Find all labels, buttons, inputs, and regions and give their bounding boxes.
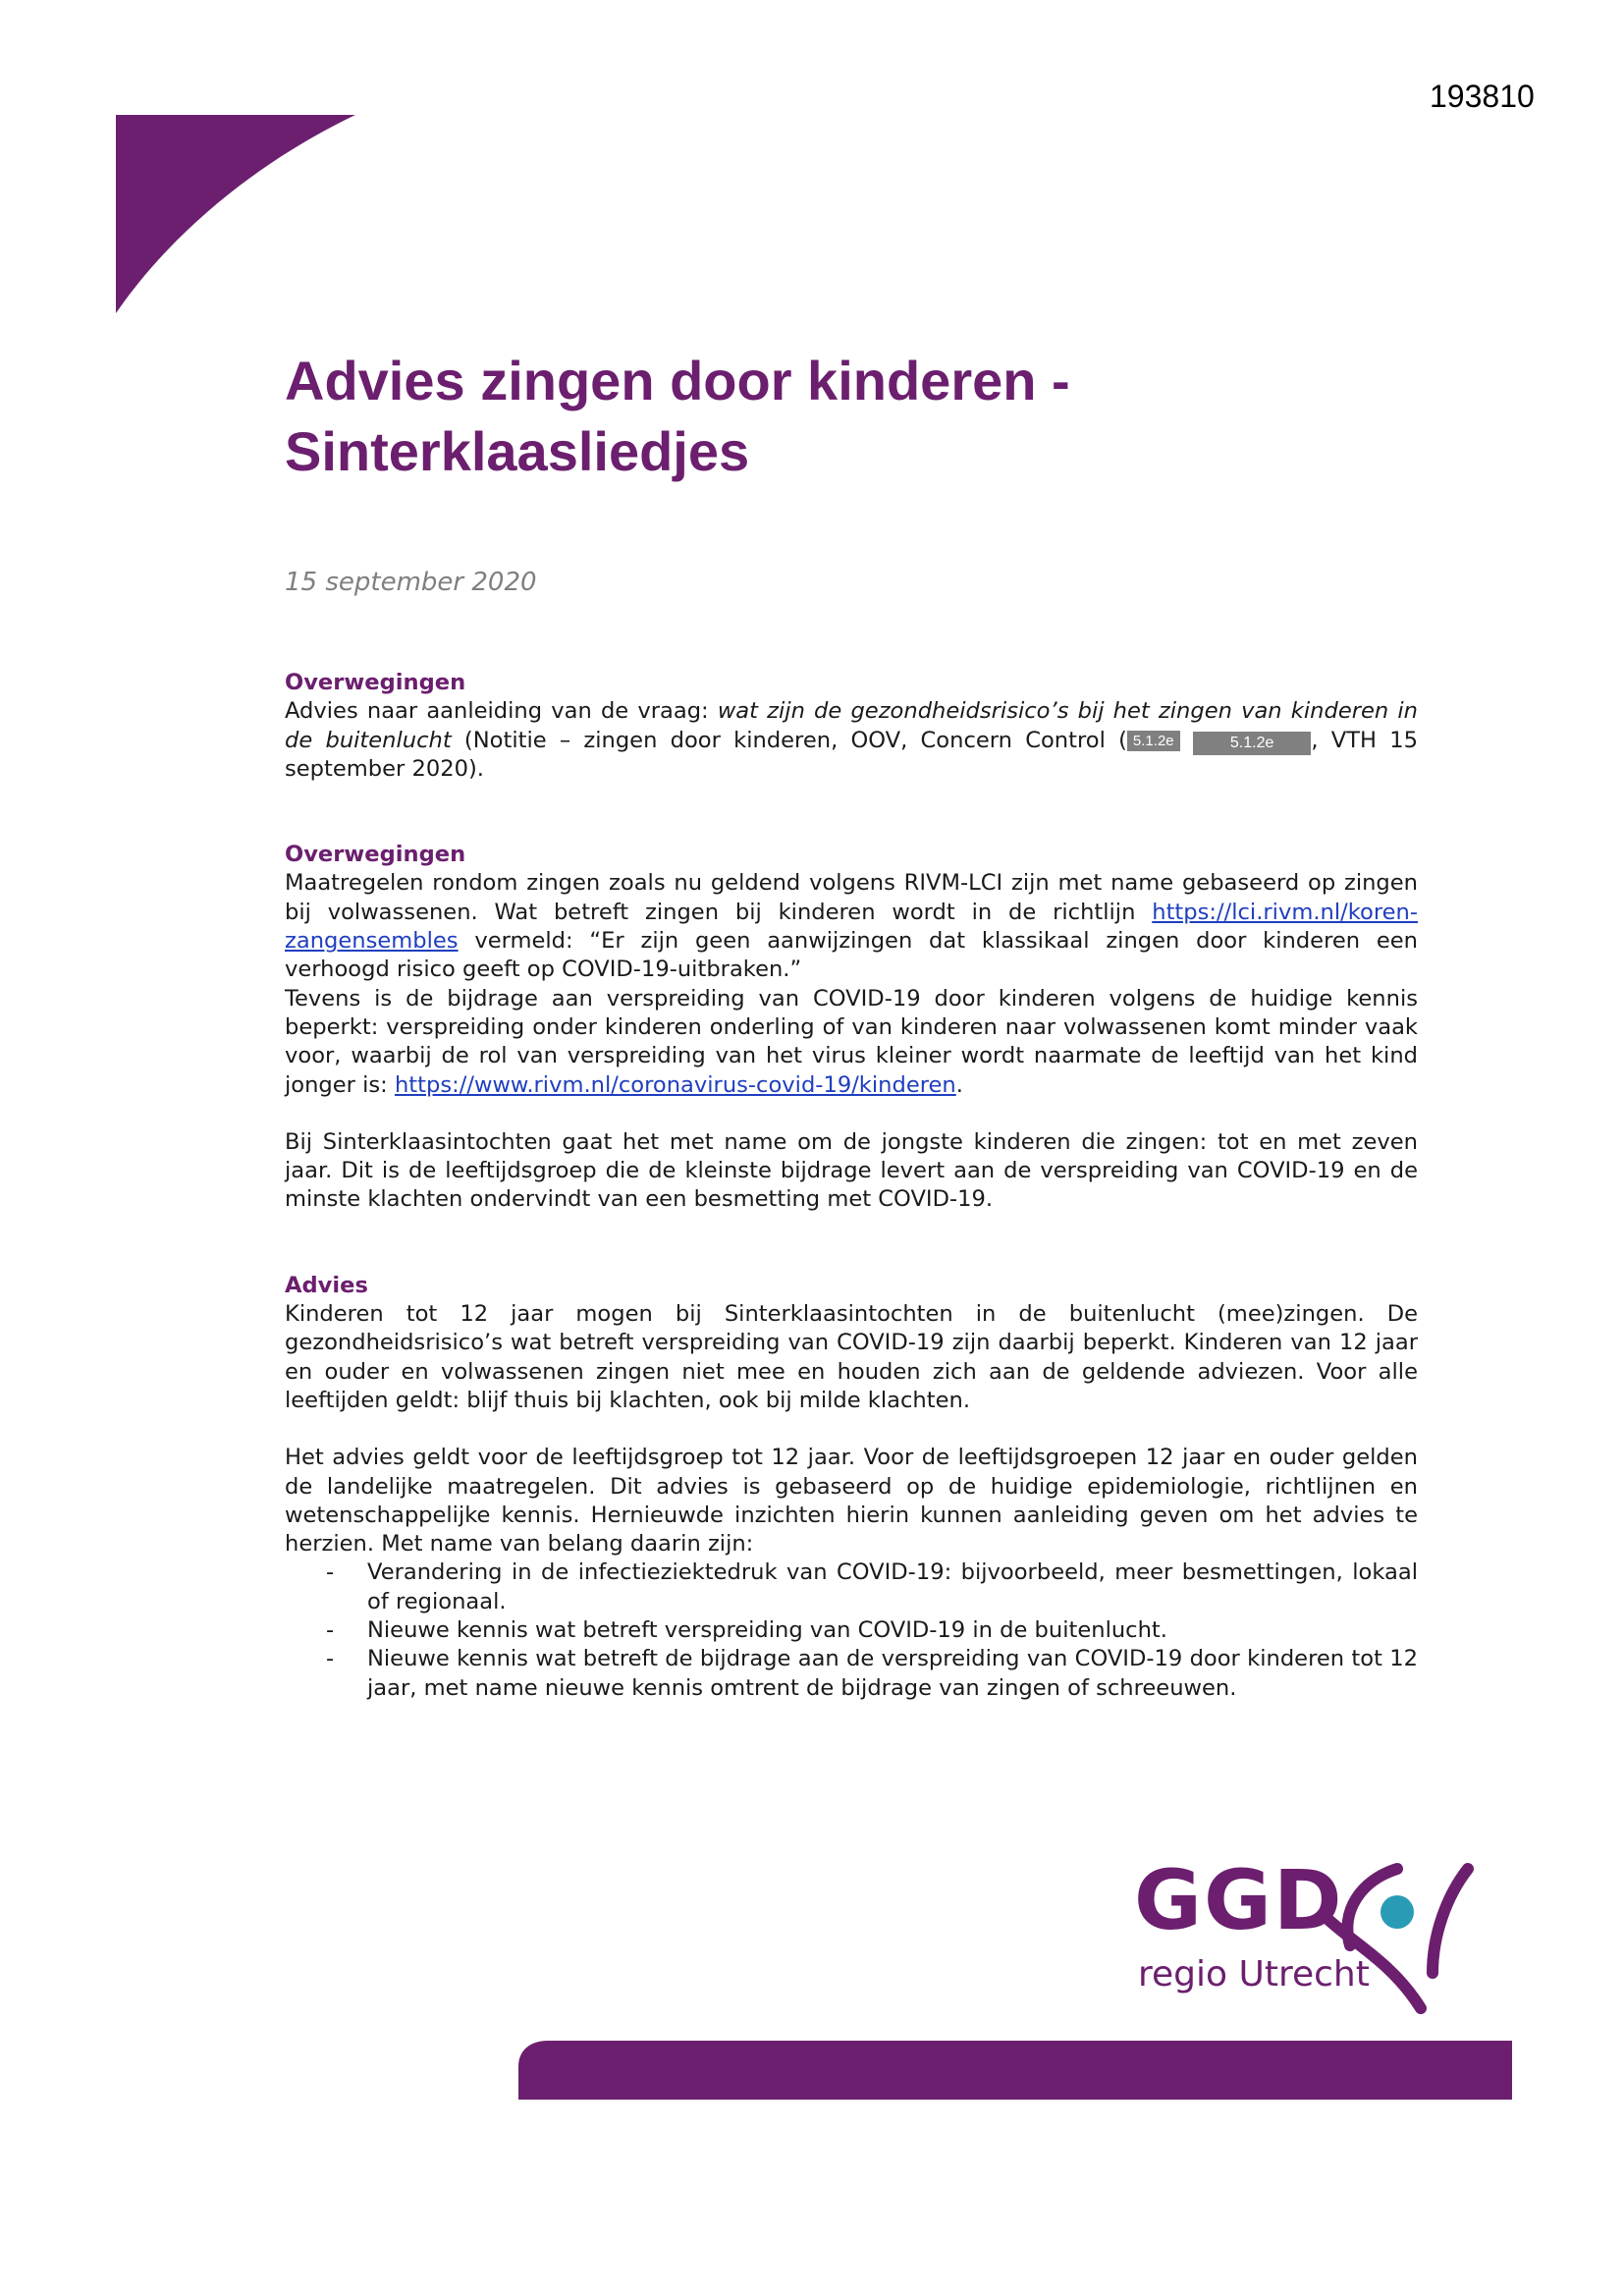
section-2-para-2-end: . xyxy=(955,1071,963,1098)
bullet-text: Nieuwe kennis wat betreft verspreiding van COVID-19 in de buitenlucht. xyxy=(367,1617,1167,1644)
section-1-text-after: (Notitie – zingen door kinderen, OOV, Concern Control ( xyxy=(451,727,1127,753)
title-line-1: Advies zingen door kinderen - xyxy=(285,350,1070,411)
section-heading-advies: Advies xyxy=(285,1272,368,1298)
page-number: 193810 xyxy=(1430,79,1535,114)
link-lci-koren-zangensembles[interactable]: https://lci.rivm.nl/koren-zangensembles xyxy=(285,899,1418,955)
section-2-para-2-start: Tevens is de bijdrage aan verspreiding van COVID-19 door kinderen volgens de huidige kennis beperkt: verspreiding onder kinderen onderling of van kinderen naar volwassenen komt minder vaak voor, waarbij de rol van verspreiding van het virus kleiner wordt naarmate de leeftijd van het kind jonger is: xyxy=(285,985,1418,1098)
section-2-paragraph-2 xyxy=(285,985,1418,1100)
corner-decoration xyxy=(116,115,355,313)
bullet-text: Nieuwe kennis wat betreft de bijdrage aan de verspreiding van COVID-19 door kinderen tot 12 jaar, met name nieuwe kennis omtrent de bijdrage van zingen of schreeuwen. xyxy=(367,1646,1418,1701)
section-heading-overwegingen-1: Overwegingen xyxy=(285,670,466,695)
document-body xyxy=(285,669,1418,1703)
section-2-para-1-end: vermeld: “Er zijn geen aanwijzingen dat klassikaal zingen door kinderen een verhoogd risico geeft op COVID-19-uitbraken.” xyxy=(285,928,1418,983)
list-item xyxy=(285,1616,1418,1645)
logo-figure-icon xyxy=(1321,1851,1478,2018)
advice-bullet-list xyxy=(285,1558,1418,1702)
link-rivm-coronavirus-kinderen[interactable]: https://www.rivm.nl/coronavirus-covid-19/kinderen xyxy=(394,1071,956,1098)
section-2-paragraph-3: Bij Sinterklaasintochten gaat het met name om de jongste kinderen die zingen: tot en met zeven jaar. Dit is de leeftijdsgroep die de kleinste bijdrage levert aan de verspreiding van COVID-19 en de minste klachten ondervindt van een besmetting met COVID-19. xyxy=(285,1128,1418,1213)
bullet-dash: - xyxy=(326,1646,335,1672)
document-date: 15 september 2020 xyxy=(285,568,537,597)
section-1-intro: Advies naar aanleiding van de vraag: xyxy=(285,698,718,725)
section-2-paragraph-1 xyxy=(285,869,1418,984)
list-item xyxy=(285,1558,1418,1616)
section-1-text-end: , VTH 15 september 2020). xyxy=(285,727,1418,782)
list-item xyxy=(285,1645,1418,1703)
section-1-question: wat zijn de gezondheidsrisico’s bij het zingen van kinderen in de buitenlucht xyxy=(285,698,1418,753)
footer-bar-shape xyxy=(518,2041,1512,2100)
corner-decoration-shape xyxy=(116,115,355,313)
section-3-paragraph-1: Kinderen tot 12 jaar mogen bij Sinterklaasintochten in de buitenlucht (mee)zingen. De gezondheidsrisico’s wat betreft verspreiding van COVID-19 zijn daarbij beperkt. Kinderen van 12 jaar en ouder en volwassenen zingen niet mee en houden zich aan de geldende adviezen. Voor alle leeftijden geldt: blijf thuis bij klachten, ook bij milde klachten. xyxy=(285,1301,1418,1413)
bullet-dash: - xyxy=(326,1617,335,1644)
footer-bar xyxy=(518,2041,1512,2100)
redaction-block-small: 5.1.2e xyxy=(1127,731,1180,751)
section-1-paragraph xyxy=(285,697,1418,784)
logo-text-regio-utrecht: regio Utrecht xyxy=(1138,1954,1370,1995)
title-line-2: Sinterklaasliedjes xyxy=(285,420,750,482)
section-3-paragraph-2: Het advies geldt voor de leeftijdsgroep tot 12 jaar. Voor de leeftijdsgroepen 12 jaar en ouder gelden de landelijke maatregelen. Dit advies is gebaseerd op de huidige epidemiologie, richtlijnen en wetenschappelijke kennis. Hernieuwde inzichten hierin kunnen aanleiding geven om het advies te herzien. Met name van belang daarin zijn: xyxy=(285,1445,1418,1558)
section-2-para-1-start: Maatregelen rondom zingen zoals nu geldend volgens RIVM-LCI zijn met name gebaseerd op zingen bij volwassenen. Wat betreft zingen bij kinderen wordt in de richtlijn xyxy=(285,870,1418,925)
redaction-block-wide: 5.1.2e xyxy=(1193,732,1311,755)
logo-dot xyxy=(1380,1895,1414,1929)
section-heading-overwegingen-2: Overwegingen xyxy=(285,842,466,868)
bullet-dash: - xyxy=(326,1559,335,1586)
logo-text-ggd: GGD xyxy=(1134,1852,1344,1948)
document-title xyxy=(285,346,1414,487)
ggd-logo xyxy=(1134,1851,1478,2018)
bullet-text: Verandering in de infectieziektedruk van COVID-19: bijvoorbeeld, meer besmettingen, lokaal of regionaal. xyxy=(367,1559,1418,1614)
